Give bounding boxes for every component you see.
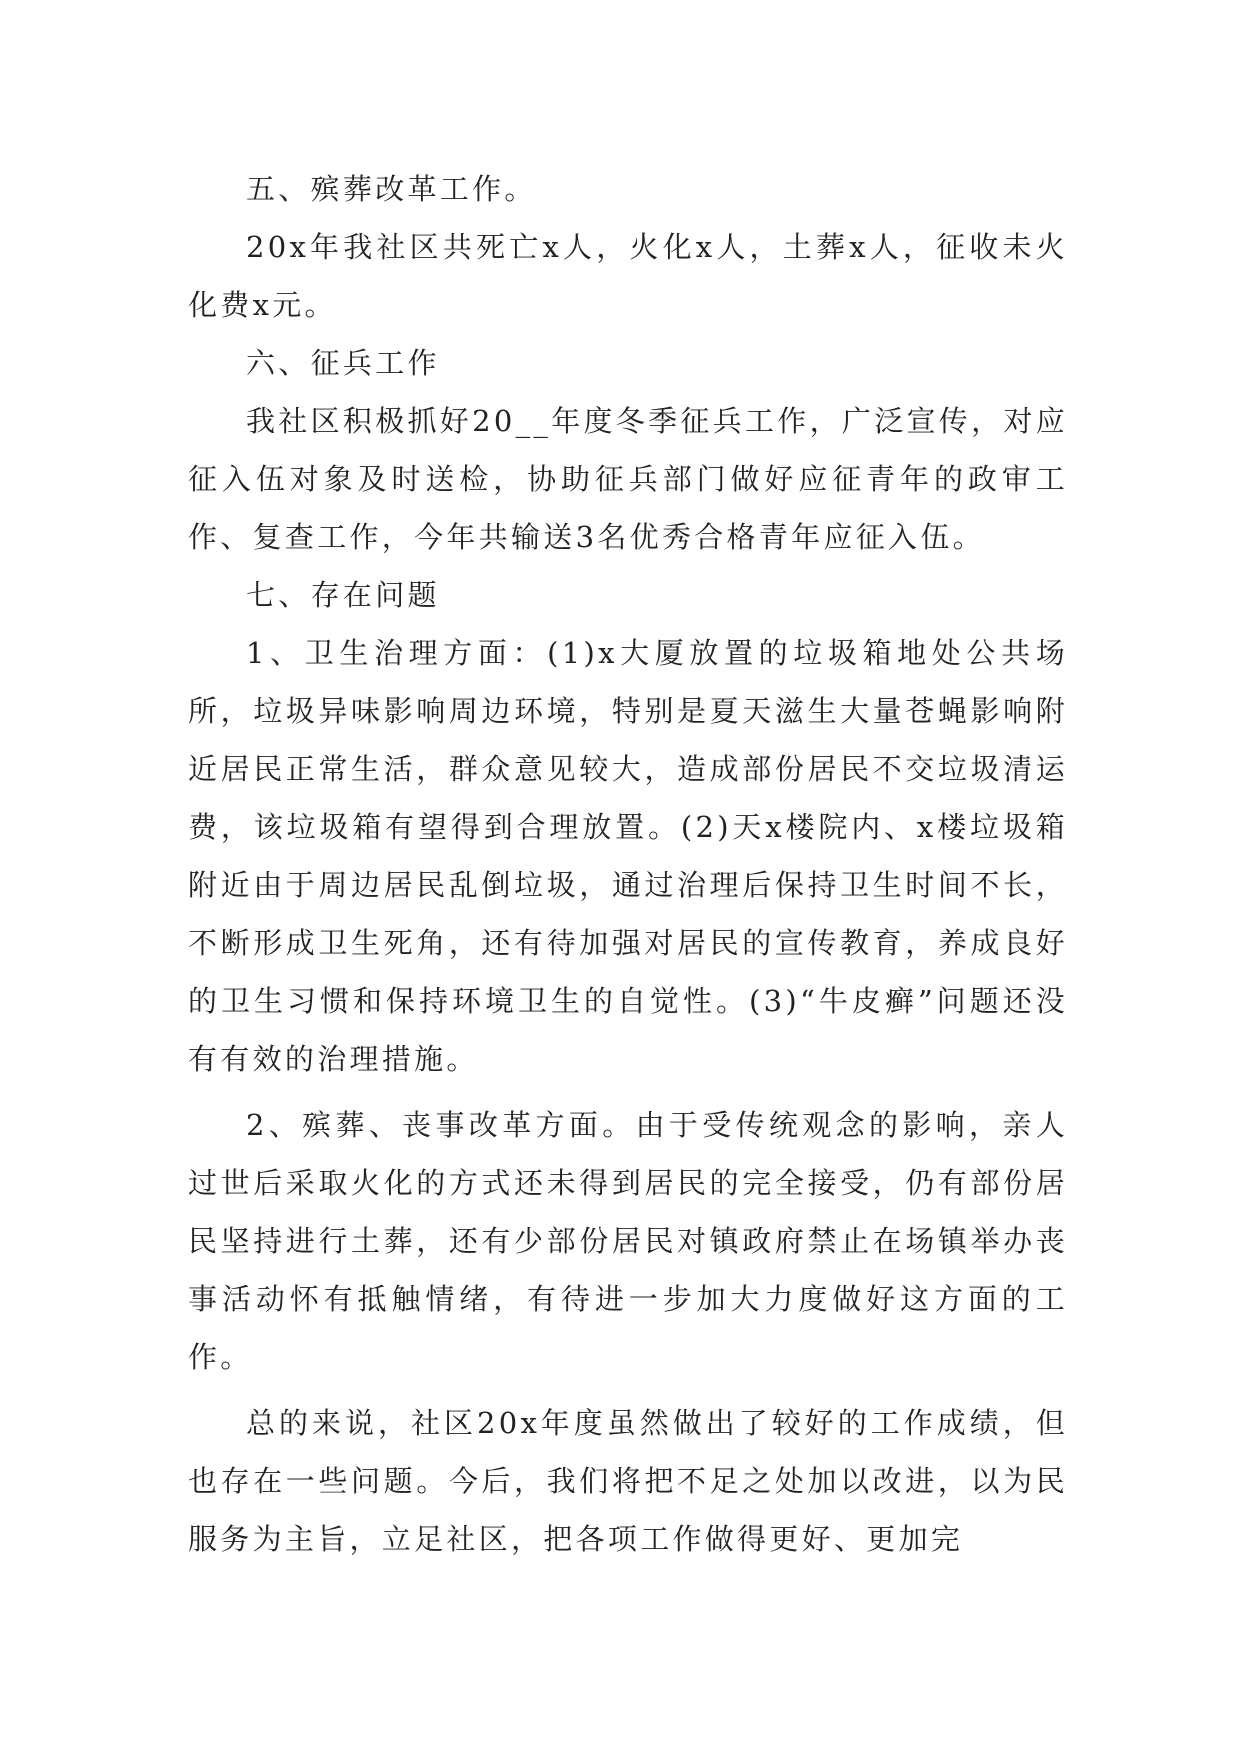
paragraph-conscription: 我社区积极抓好20__年度冬季征兵工作，广泛宣传，对应征入伍对象及时送检，协助征兵部门做好应征青年的政审工作、复查工作，今年共输送3名优秀合格青年应征入伍。: [188, 404, 1069, 554]
paragraph-summary: 总的来说，社区20x年度虽然做出了较好的工作成绩，但也存在一些问题。今后，我们将把不足之处加以改进，以为民服务为主旨，立足社区，把各项工作做得更好、更加完: [188, 1406, 1068, 1556]
section-heading-funeral-reform: 五、殡葬改革工作。: [246, 172, 537, 206]
paragraph-funeral-statistics: 20x年我社区共死亡x人，火化x人，土葬x人，征收未火化费x元。: [188, 230, 1068, 322]
section-heading-existing-problems: 七、存在问题: [246, 578, 440, 612]
paragraph-funeral-problems: 2、殡葬、丧事改革方面。由于受传统观念的影响，亲人过世后采取火化的方式还未得到居民的完全接受，仍有部份居民坚持进行土葬，还有少部份居民对镇政府禁止在场镇举办丧事活动怀有抵触情绪，有待进一步加大力度做好这方面的工作。: [188, 1108, 1068, 1374]
document-body: [188, 160, 1068, 1568]
section-heading-conscription: 六、征兵工作: [246, 346, 440, 380]
paragraph-sanitation-problems: 1、卫生治理方面：(1)x大厦放置的垃圾箱地处公共场所，垃圾异味影响周边环境，特别是夏天滋生大量苍蝇影响附近居民正常生活，群众意见较大，造成部份居民不交垃圾清运费，该垃圾箱有望得到合理放置。(2)天x楼院内、x楼垃圾箱附近由于周边居民乱倒垃圾，通过治理后保持卫生时间不长，不断形成卫生死角，还有待加强对居民的宣传教育，养成良好的卫生习惯和保持环境卫生的自觉性。(3)“牛皮癣”问题还没有有效的治理措施。: [188, 636, 1068, 1076]
